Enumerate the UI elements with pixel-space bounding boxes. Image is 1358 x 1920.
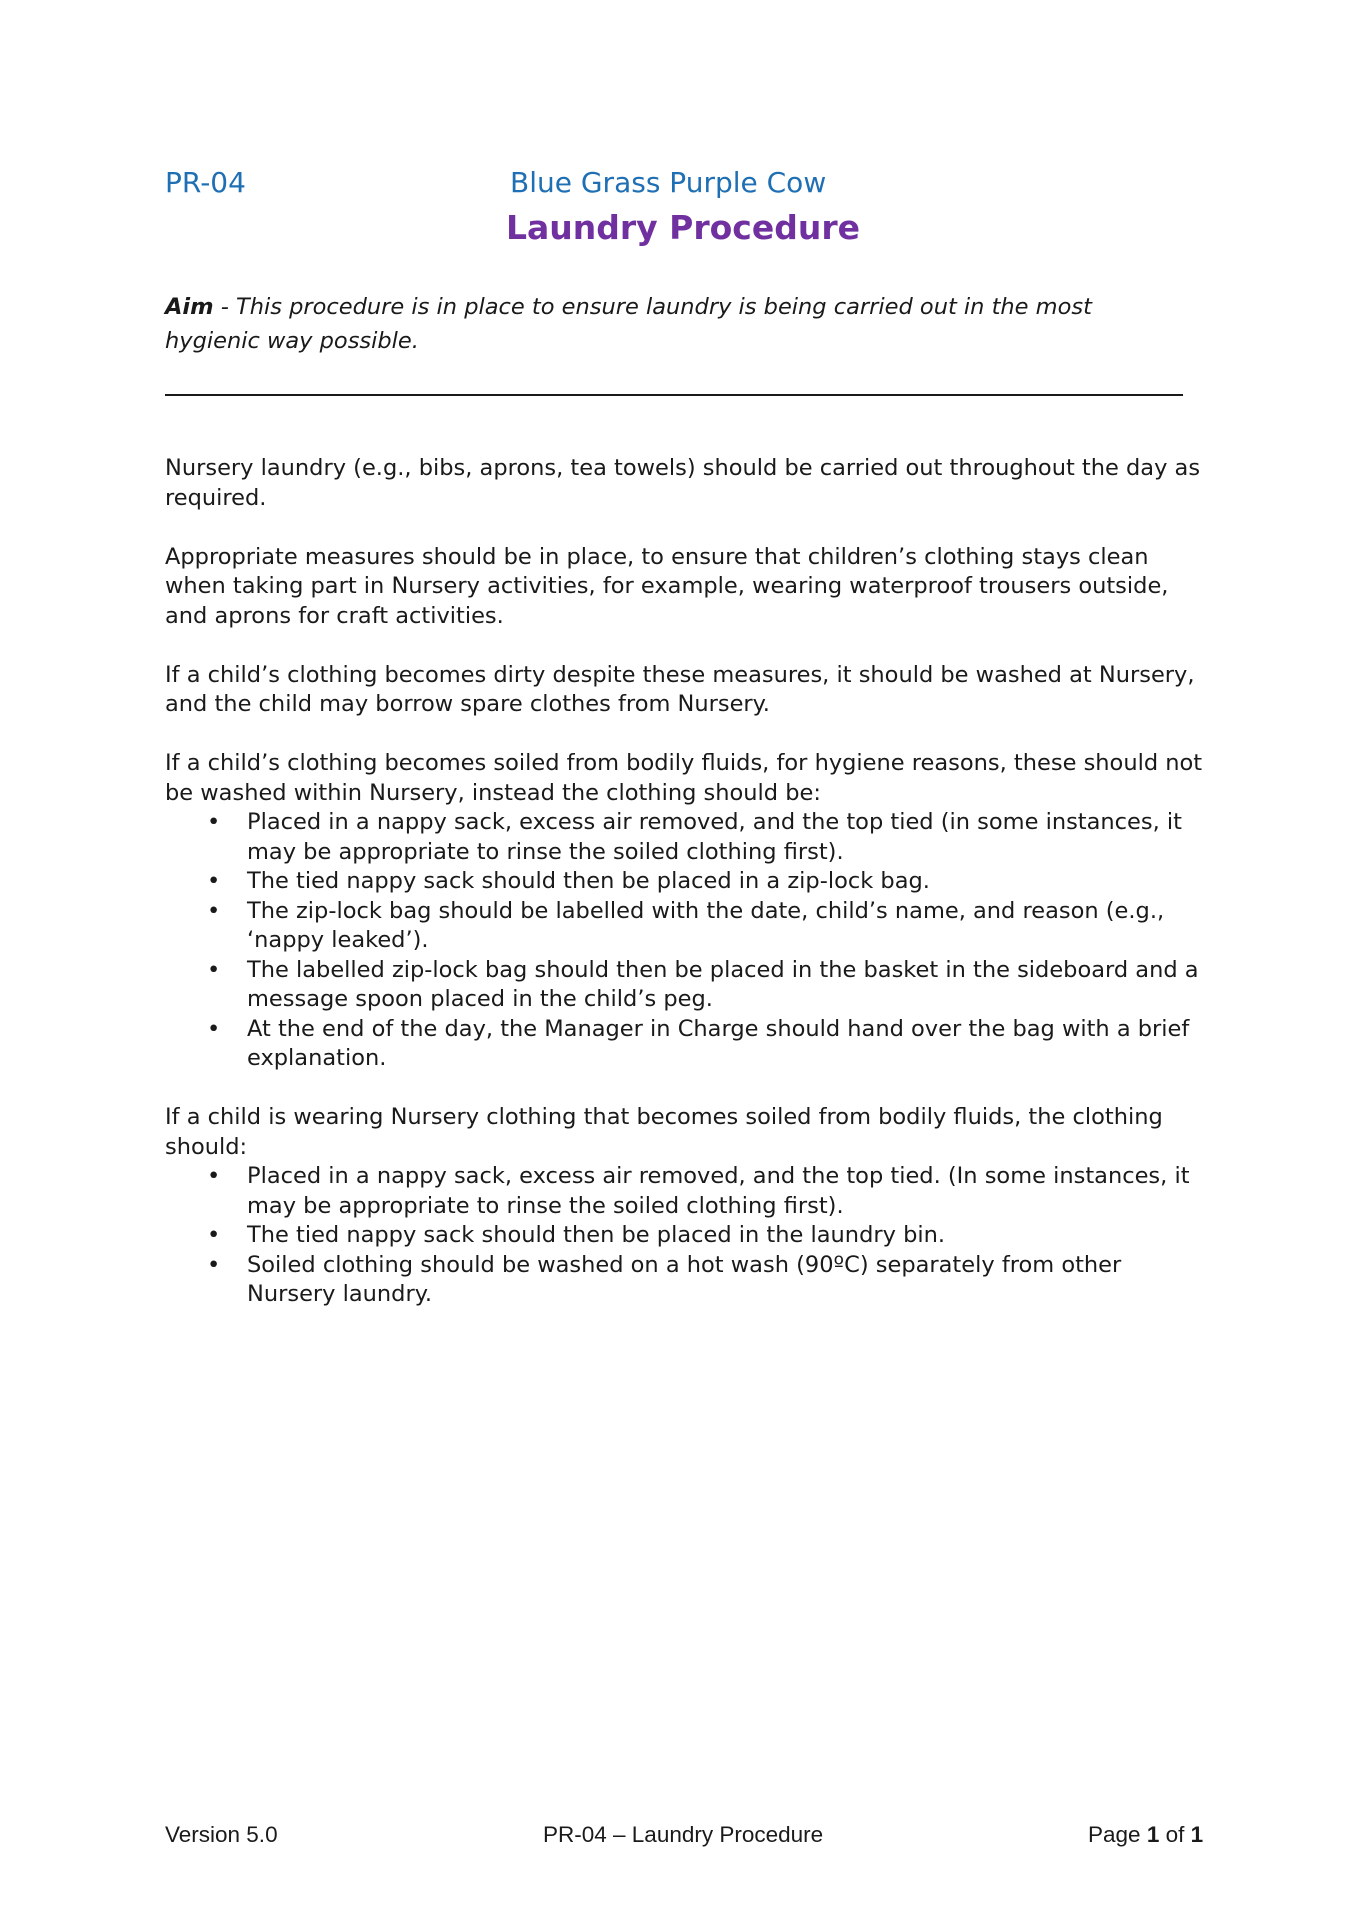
list-item-text: The zip-lock bag should be labelled with the date, child’s name, and reason (e.g., ‘nappy leaked’).	[247, 897, 1165, 953]
soiled-clothing-steps	[165, 808, 1215, 1074]
bullet-icon: •	[207, 868, 221, 894]
page-of: of	[1159, 1822, 1191, 1847]
list-item	[165, 1221, 1215, 1251]
footer-page-number	[1088, 1822, 1203, 1848]
bullet-icon: •	[207, 1163, 221, 1189]
organisation-name: Blue Grass Purple Cow	[510, 166, 827, 199]
list-item-text: The tied nappy sack should then be placed in a zip-lock bag.	[247, 868, 930, 894]
bullet-icon: •	[207, 1251, 221, 1278]
list-item-text: Placed in a nappy sack, excess air removed, and the top tied. (In some instances, it may be appropriate to rinse the soiled clothing first).	[247, 1163, 1190, 1219]
divider-line	[165, 394, 1183, 396]
page-current: 1	[1146, 1822, 1160, 1847]
paragraph-nursery-clothing-soiled: If a child is wearing Nursery clothing that becomes soiled from bodily fluids, the clothing should:	[165, 1104, 1163, 1160]
list-item	[165, 867, 1215, 897]
document-body	[165, 454, 1215, 1339]
list-item	[165, 897, 1215, 956]
aim-statement	[165, 290, 1165, 358]
bullet-icon: •	[207, 809, 221, 835]
list-item	[165, 956, 1215, 1015]
aim-text: - This procedure is in place to ensure laundry is being carried out in the most hygienic way possible.	[165, 294, 1092, 354]
doc-code: PR-04	[165, 166, 246, 199]
page-prefix: Page	[1088, 1822, 1147, 1847]
footer-version: Version 5.0	[165, 1822, 278, 1847]
list-item	[165, 1015, 1215, 1074]
list-item-text: At the end of the day, the Manager in Charge should hand over the bag with a brief explanation.	[247, 1015, 1190, 1071]
paragraph-nursery-laundry: Nursery laundry (e.g., bibs, aprons, tea towels) should be carried out throughout the day as required.	[165, 455, 1201, 511]
list-item	[165, 808, 1215, 867]
paragraph-soiled-clothing: If a child’s clothing becomes soiled from bodily fluids, for hygiene reasons, these should not be washed within Nursery, instead the clothing should be:	[165, 750, 1203, 806]
list-item	[165, 1162, 1215, 1221]
list-item-text: The tied nappy sack should then be placed in the laundry bin.	[247, 1222, 946, 1248]
nursery-clothing-steps	[165, 1162, 1215, 1310]
list-item-text: Soiled clothing should be washed on a hot wash (90ºC) separately from other Nursery laundry.	[247, 1251, 1122, 1307]
list-item-text: Placed in a nappy sack, excess air removed, and the top tied (in some instances, it may be appropriate to rinse the soiled clothing first).	[247, 809, 1182, 865]
bullet-icon: •	[207, 1015, 221, 1042]
bullet-icon: •	[207, 956, 221, 983]
bullet-icon: •	[207, 1222, 221, 1248]
aim-label: Aim	[165, 294, 214, 320]
paragraph-dirty-clothing: If a child’s clothing becomes dirty despite these measures, it should be washed at Nursery, and the child may borrow spare clothes from Nursery.	[165, 661, 1195, 717]
footer-doc-reference: PR-04 – Laundry Procedure	[543, 1822, 824, 1847]
paragraph-appropriate-measures: Appropriate measures should be in place, to ensure that children’s clothing stays clean when taking part in Nursery activities, for example, wearing waterproof trousers outside, and aprons for craft activities.	[165, 543, 1169, 629]
list-item-text: The labelled zip-lock bag should then be placed in the basket in the sideboard and a message spoon placed in the child’s peg.	[247, 956, 1199, 1012]
list-item	[165, 1251, 1215, 1310]
bullet-icon: •	[207, 897, 221, 924]
page-total: 1	[1190, 1822, 1204, 1847]
document-title: Laundry Procedure	[506, 208, 861, 247]
